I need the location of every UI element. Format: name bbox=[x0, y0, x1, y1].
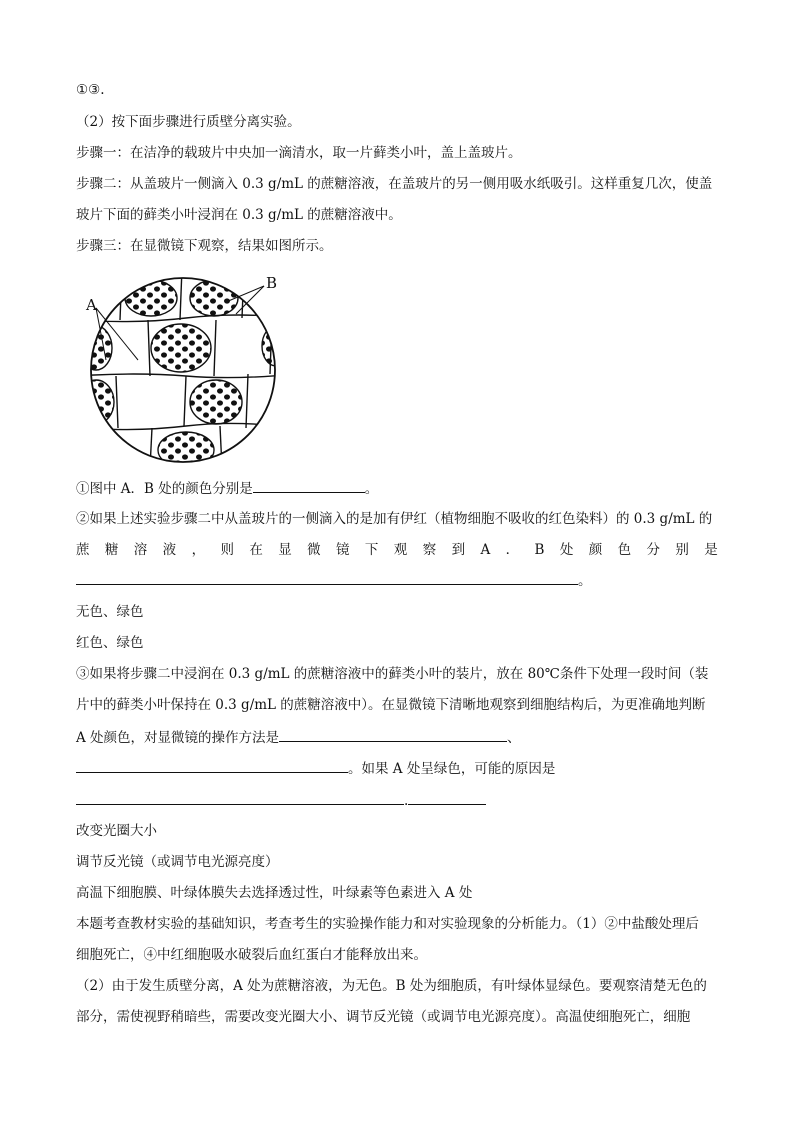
answer-line: 无色、绿色 bbox=[76, 604, 144, 620]
answer-blank bbox=[76, 570, 578, 585]
spaced-char: ， bbox=[191, 542, 206, 558]
label-a: A bbox=[86, 296, 97, 314]
question-1-text: ①图中 A．B 处的颜色分别是 bbox=[76, 481, 253, 497]
punct: 。 bbox=[578, 573, 592, 589]
answer-blank bbox=[408, 790, 486, 805]
spaced-char: 蔗 bbox=[76, 542, 90, 558]
spaced-char: 显 bbox=[278, 542, 292, 558]
spaced-char: A bbox=[480, 542, 491, 558]
punct: 。 bbox=[364, 481, 379, 497]
answer-blank bbox=[279, 727, 507, 742]
spaced-char: 别 bbox=[675, 542, 689, 558]
text-line: （2）按下面步骤进行质壁分离实验。 bbox=[76, 114, 301, 130]
spaced-char: 微 bbox=[307, 542, 321, 558]
text-line: 步骤一：在洁净的载玻片中央加一滴清水，取一片藓类小叶，盖上盖玻片。 bbox=[76, 145, 522, 161]
question-3-line-1: ③如果将步骤二中浸润在 0.3 g/mL 的蔗糖溶液中的藓类小叶的装片，放在 80℃条件下处理一段时间（装 bbox=[76, 666, 709, 682]
spaced-char: 处 bbox=[559, 542, 574, 558]
text-line: 玻片下面的藓类小叶浸润在 0.3 g/mL 的蔗糖溶液中。 bbox=[76, 207, 402, 223]
question-2-line-3 bbox=[76, 570, 592, 591]
answer-line: 红色、绿色 bbox=[76, 635, 144, 651]
spaced-char: 分 bbox=[646, 542, 660, 558]
text-line: ①③. bbox=[76, 82, 105, 98]
answer-line: 调节反光镜（或调节电光源亮度） bbox=[76, 854, 279, 870]
question-2-line-2 bbox=[76, 540, 718, 560]
spaced-char: 糖 bbox=[104, 542, 119, 558]
spaced-char: 到 bbox=[451, 542, 466, 558]
explanation-line: 细胞死亡，④中红细胞吸水破裂后血红蛋白才能释放出来。 bbox=[76, 947, 427, 963]
spaced-char: 液 bbox=[162, 542, 177, 558]
answer-line: 改变光圈大小 bbox=[76, 823, 157, 839]
question-3-text: 。如果 A 处呈绿色，可能的原因是 bbox=[348, 761, 556, 777]
question-3-line-4 bbox=[76, 758, 555, 779]
spaced-char: 是 bbox=[704, 542, 718, 558]
spaced-char: 色 bbox=[617, 542, 632, 558]
punct: 、 bbox=[507, 730, 521, 746]
answer-blank bbox=[76, 758, 348, 773]
spaced-char: ． bbox=[505, 542, 520, 558]
microscope-figure bbox=[76, 268, 296, 468]
question-2-line-1: ②如果上述实验步骤二中从盖玻片的一侧滴入的是加有伊红（植物细胞不吸收的红色染料）的 0.3 g/mL 的 bbox=[76, 511, 713, 527]
question-3-line-5 bbox=[76, 790, 486, 811]
spaced-char: 察 bbox=[422, 542, 437, 558]
text-line: 步骤二：从盖玻片一侧滴入 0.3 g/mL 的蔗糖溶液，在盖玻片的另一侧用吸水纸吸引。这样重复几次，使盖 bbox=[76, 176, 713, 192]
answer-blank bbox=[76, 790, 404, 805]
spaced-char: 观 bbox=[393, 542, 408, 558]
question-1 bbox=[76, 478, 378, 499]
spaced-char: 下 bbox=[364, 542, 379, 558]
spaced-char: 在 bbox=[249, 542, 263, 558]
answer-blank bbox=[253, 478, 365, 493]
explanation-line: 本题考查教材实验的基础知识，考查考生的实验操作能力和对实验现象的分析能力。（1）②中盐酸处理后 bbox=[76, 916, 699, 932]
explanation-line: 部分，需使视野稍暗些，需要改变光圈大小、调节反光镜（或调节电光源亮度）。高温使细胞死亡，细胞 bbox=[76, 1009, 691, 1025]
spaced-char: 颜 bbox=[588, 542, 603, 558]
question-3-text: A 处颜色，对显微镜的操作方法是 bbox=[76, 730, 280, 746]
label-b: B bbox=[266, 274, 278, 292]
text-line: 步骤三：在显微镜下观察，结果如图所示。 bbox=[76, 238, 333, 254]
spaced-char: 溶 bbox=[133, 542, 148, 558]
spaced-char: 镜 bbox=[336, 542, 350, 558]
answer-line: 高温下细胞膜、叶绿体膜失去选择透过性，叶绿素等色素进入 A 处 bbox=[76, 885, 473, 901]
explanation-line: （2）由于发生质壁分离，A 处为蔗糖溶液，为无色。B 处为细胞质，有叶绿体显绿色。要观察清楚无色的 bbox=[76, 978, 707, 994]
spaced-char: 则 bbox=[220, 542, 234, 558]
question-3-line-3 bbox=[76, 727, 521, 748]
question-3-line-2: 片中的藓类小叶保持在 0.3 g/mL 的蔗糖溶液中）。在显微镜下清晰地观察到细胞结构后，为更准确地判断 bbox=[76, 697, 706, 713]
punct: . bbox=[404, 793, 409, 809]
spaced-char: B bbox=[534, 542, 545, 558]
